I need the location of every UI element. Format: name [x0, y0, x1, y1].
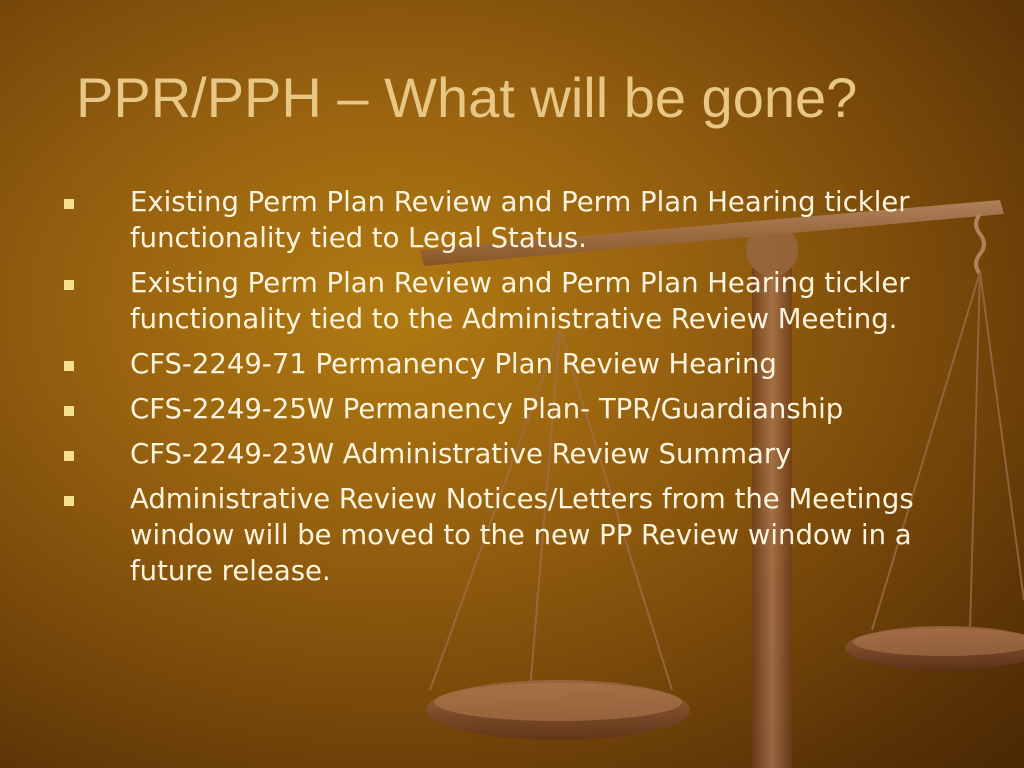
bullet-text: CFS-2249-23W Administrative Review Summary — [130, 438, 792, 470]
square-bullet-icon — [64, 451, 74, 461]
slide-title: PPR/PPH – What will be gone? — [76, 66, 858, 129]
list-item — [64, 346, 964, 382]
square-bullet-icon — [64, 361, 74, 371]
list-item — [64, 265, 964, 337]
bullet-text: Existing Perm Plan Review and Perm Plan Hearing tickler functionality tied to Legal Status. — [130, 186, 910, 254]
square-bullet-icon — [64, 199, 74, 209]
list-item — [64, 184, 964, 256]
list-item — [64, 436, 964, 472]
bullet-text: Existing Perm Plan Review and Perm Plan Hearing tickler functionality tied to the Administrative Review Meeting. — [130, 267, 910, 335]
bullet-text: CFS-2249-25W Permanency Plan- TPR/Guardianship — [130, 393, 844, 425]
square-bullet-icon — [64, 280, 74, 290]
list-item — [64, 391, 964, 427]
list-item — [64, 481, 964, 589]
bullet-list — [64, 184, 964, 598]
bullet-text: Administrative Review Notices/Letters from the Meetings window will be moved to the new PP Review window in a future release. — [130, 483, 914, 587]
square-bullet-icon — [64, 406, 74, 416]
bullet-text: CFS-2249-71 Permanency Plan Review Hearing — [130, 348, 777, 380]
square-bullet-icon — [64, 496, 74, 506]
